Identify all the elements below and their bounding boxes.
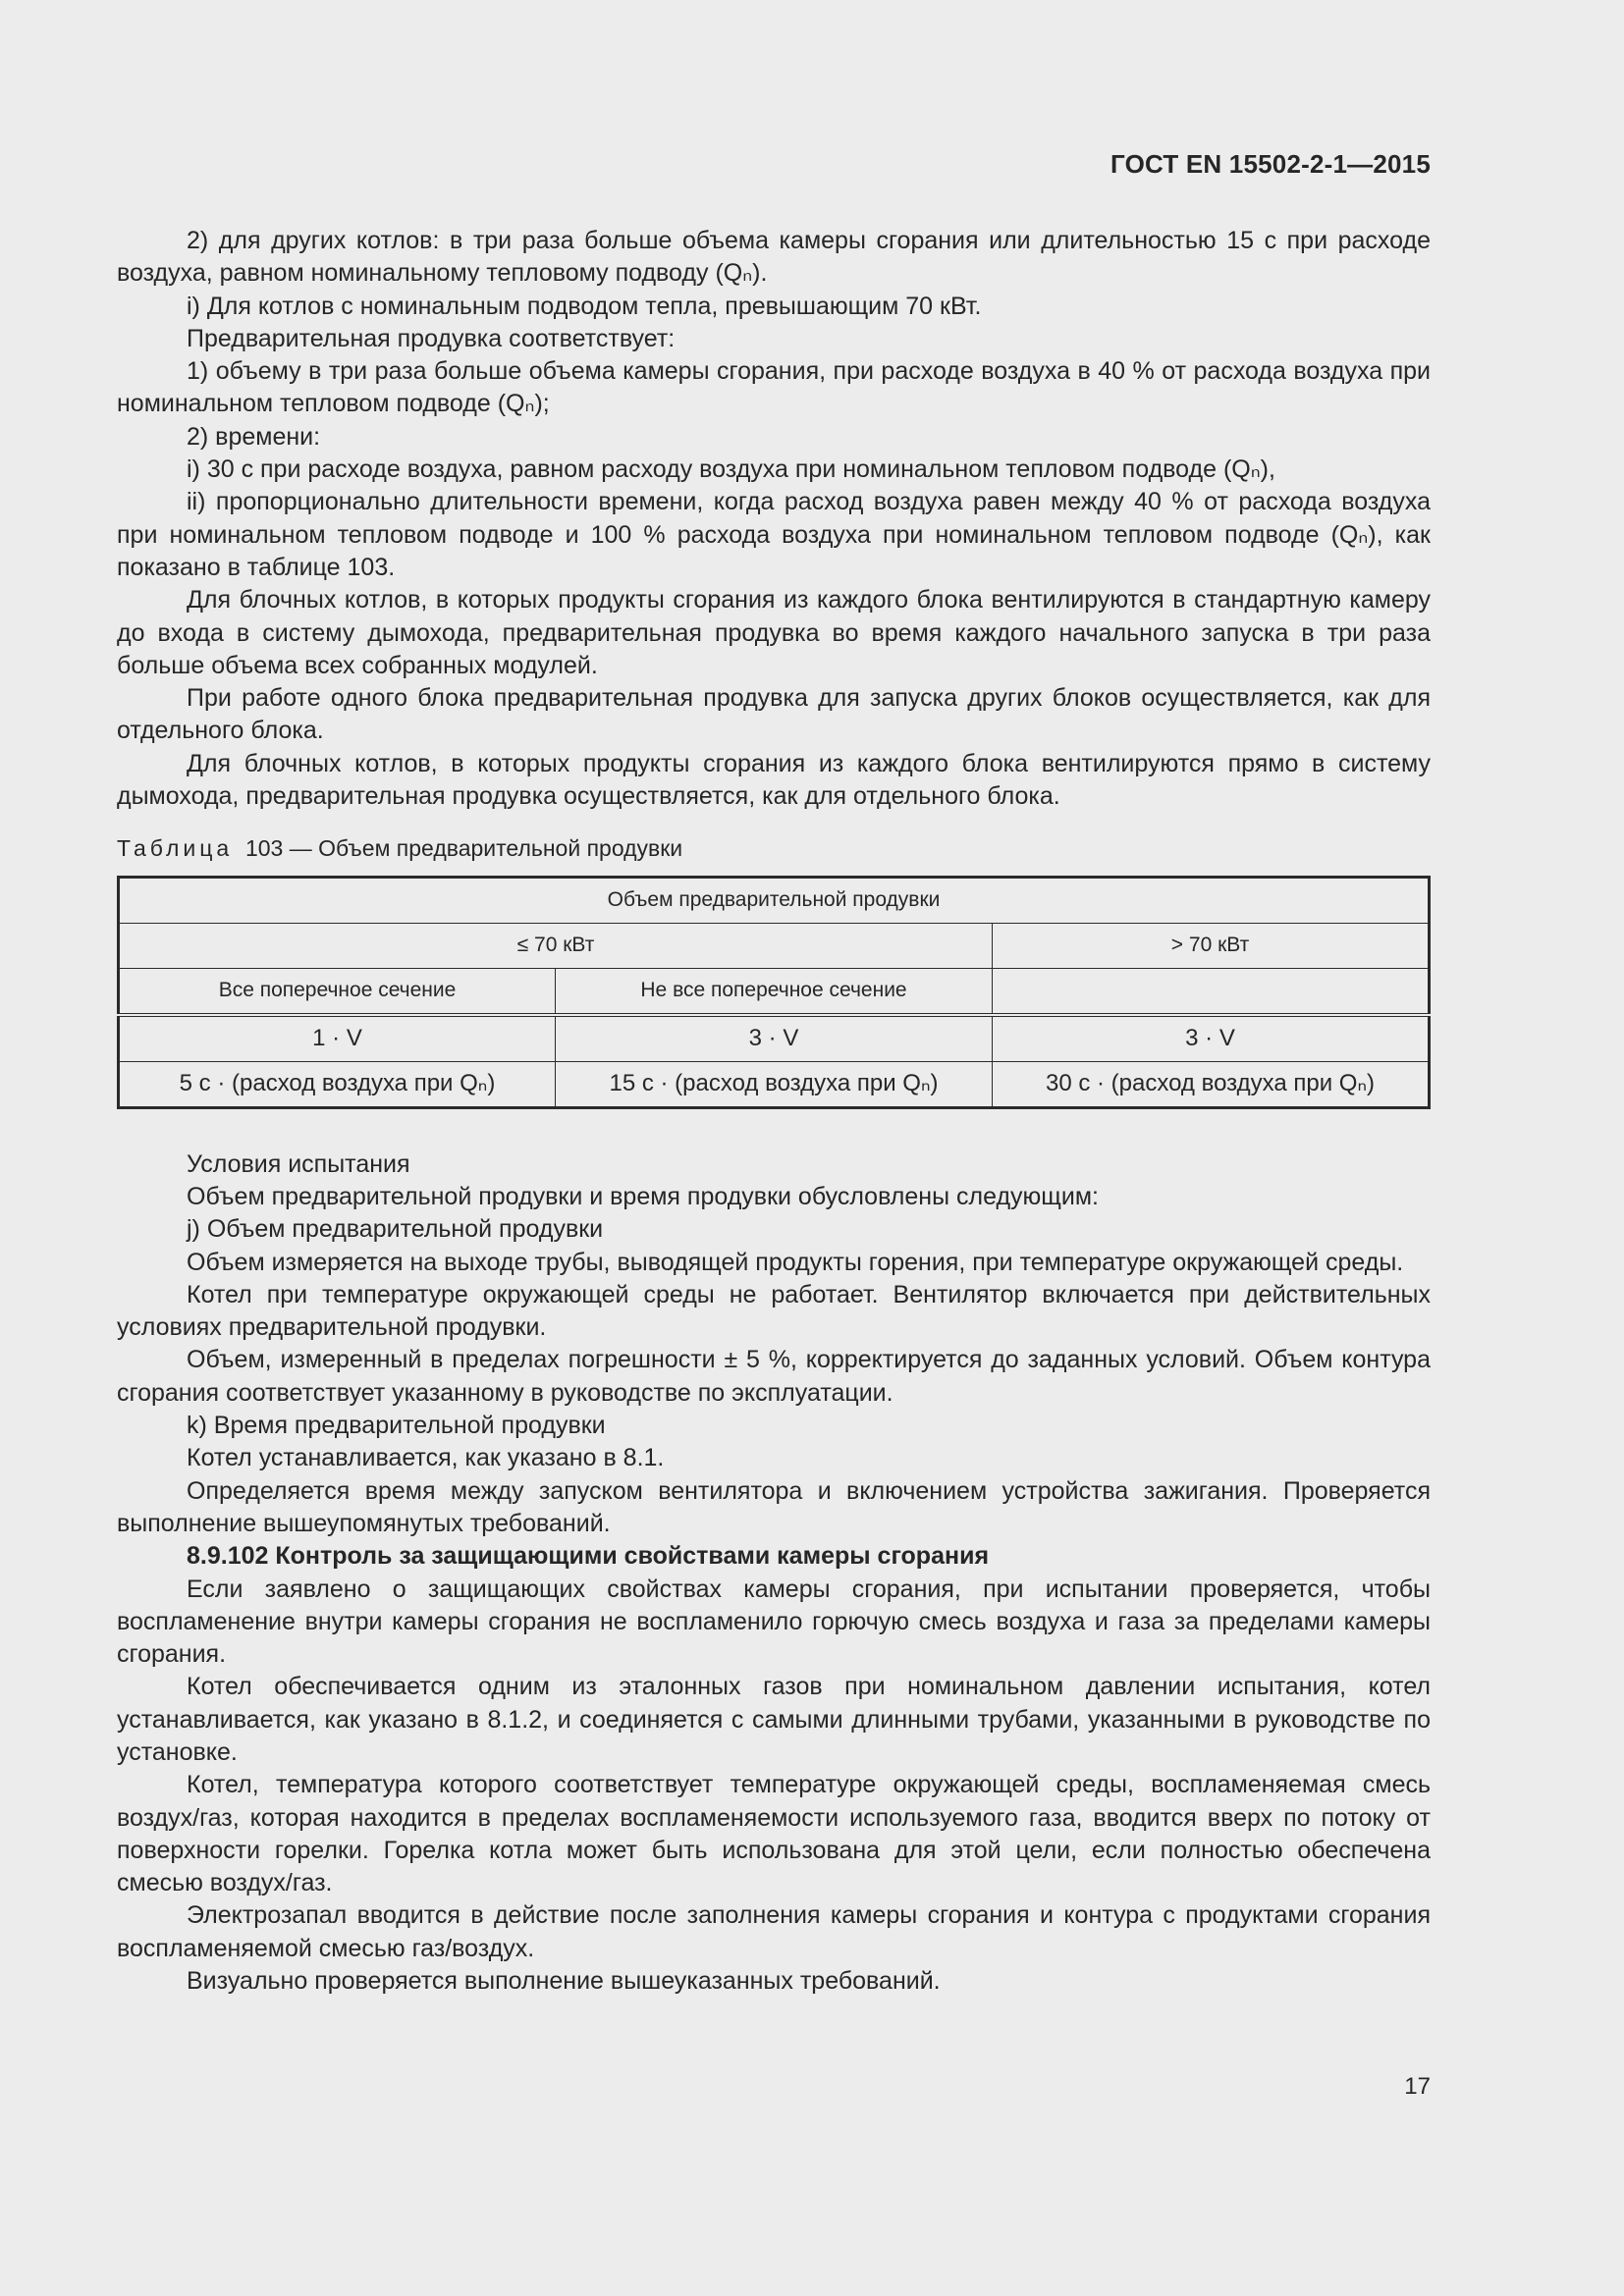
- paragraph: Объем измеряется на выходе трубы, выводящей продукты горения, при температуре окружающей среды.: [187, 1248, 1404, 1276]
- table-caption-text: 103 — Объем предварительной продувки: [244, 835, 683, 862]
- paragraph: 2) времени:: [187, 422, 321, 451]
- table-103: [117, 876, 1431, 1109]
- table-cell-volume-3: 3 · V: [993, 1015, 1430, 1062]
- paragraph: Условия испытания: [187, 1149, 410, 1178]
- paragraph: Для блочных котлов, в которых продукты сгорания из каждого блока вентилируются в стандартную камеру до входа в систему дымохода, предварительная продувка во время каждого начального запуска в три раза больше объема всех собранных модулей.: [117, 586, 1431, 679]
- paragraph: ii) пропорционально длительности времени, когда расход воздуха равен между 40 % от расхода воздуха при номинальном тепловом подводе и 100 % расхода воздуха при номинальном тепловом подводе (Qₙ), как показано в таблице 103.: [117, 488, 1431, 581]
- table-col-gt70: > 70 кВт: [993, 923, 1430, 968]
- paragraph: Электрозапал вводится в действие после заполнения камеры сгорания и контура с продуктами сгорания воспламеняемой смесью газ/воздух.: [117, 1901, 1431, 1962]
- table-col-le70: ≤ 70 кВт: [119, 923, 993, 968]
- paragraph: 2) для других котлов: в три раза больше объема камеры сгорания или длительностью 15 с при расходе воздуха, равном номинальному тепловому подводу (Qₙ).: [117, 227, 1431, 288]
- paragraphs-top: [117, 225, 1431, 813]
- paragraph: Котел при температуре окружающей среды не работает. Вентилятор включается при действительных условиях предварительной продувки.: [117, 1280, 1431, 1342]
- paragraph: При работе одного блока предварительная продувка для запуска других блоков осуществляется, как для отдельного блока.: [117, 684, 1431, 745]
- paragraph: 1) объему в три раза больше объема камеры сгорания, при расходе воздуха в 40 % от расхода воздуха при номинальном тепловом подводе (Qₙ);: [117, 357, 1431, 418]
- paragraph: Если заявлено о защищающих свойствах камеры сгорания, при испытании проверяется, чтобы воспламенение внутри камеры сгорания не воспламенило горючую смесь воздуха и газа за пределами камеры сгорания.: [117, 1575, 1431, 1669]
- table-cell-time-2: 15 с · (расход воздуха при Qₙ): [556, 1061, 993, 1107]
- page-number: 17: [1404, 2073, 1431, 2100]
- paragraph: Котел обеспечивается одним из эталонных газов при номинальном давлении испытания, котел устанавливается, как указано в 8.1.2, и соединяется с самыми длинными трубами, указанными в руководстве по установке.: [117, 1673, 1431, 1766]
- table-caption-label: Таблица: [117, 835, 234, 862]
- paragraph: Объем предварительной продувки и время продувки обусловлены следующим:: [187, 1182, 1099, 1210]
- table-sub-all-section: Все поперечное сечение: [119, 968, 556, 1015]
- paragraph: i) Для котлов с номинальным подводом тепла, превышающим 70 кВт.: [187, 292, 982, 320]
- paragraph: Для блочных котлов, в которых продукты сгорания из каждого блока вентилируются прямо в систему дымохода, предварительная продувка осуществляется, как для отдельного блока.: [117, 749, 1431, 811]
- paragraph: 8.9.102 Контроль за защищающими свойствами камеры сгорания: [187, 1542, 990, 1571]
- paragraph: Котел устанавливается, как указано в 8.1.: [187, 1444, 665, 1472]
- standard-header: ГОСТ EN 15502-2-1—2015: [1110, 149, 1431, 179]
- paragraph: Определяется время между запуском вентилятора и включением устройства зажигания. Проверяется выполнение вышеупомянутых требований.: [117, 1476, 1431, 1537]
- paragraph: i) 30 с при расходе воздуха, равном расходу воздуха при номинальном тепловом подводе (Qₙ),: [187, 455, 1275, 484]
- paragraph: k) Время предварительной продувки: [187, 1412, 606, 1440]
- paragraphs-bottom: [117, 1148, 1431, 1999]
- table-header-main: Объем предварительной продувки: [119, 877, 1430, 923]
- table-cell-volume-2: 3 · V: [556, 1015, 993, 1062]
- paragraph: Визуально проверяется выполнение вышеуказанных требований.: [187, 1967, 941, 1996]
- paragraph: Объем, измеренный в пределах погрешности ± 5 %, корректируется до заданных условий. Объем контура сгорания соответствует указанному в руководстве по эксплуатации.: [117, 1346, 1431, 1407]
- paragraph: Предварительная продувка соответствует:: [187, 324, 676, 352]
- table-cell-time-1: 5 с · (расход воздуха при Qₙ): [119, 1061, 556, 1107]
- table-caption: [117, 832, 1431, 865]
- page-content: [117, 225, 1431, 1998]
- table-sub-empty: [993, 968, 1430, 1015]
- table-cell-volume-1: 1 · V: [119, 1015, 556, 1062]
- table-cell-time-3: 30 с · (расход воздуха при Qₙ): [993, 1061, 1430, 1107]
- paragraph: j) Объем предварительной продувки: [187, 1215, 604, 1244]
- table-sub-not-all-section: Не все поперечное сечение: [556, 968, 993, 1015]
- paragraph: Котел, температура которого соответствует температуре окружающей среды, воспламеняемая смесь воздух/газ, которая находится в пределах воспламеняемости используемого газа, вводится вверх по потоку от поверхности горелки. Горелка котла может быть использована для этой цели, если полностью обеспечена смесью воздух/газ.: [117, 1771, 1431, 1897]
